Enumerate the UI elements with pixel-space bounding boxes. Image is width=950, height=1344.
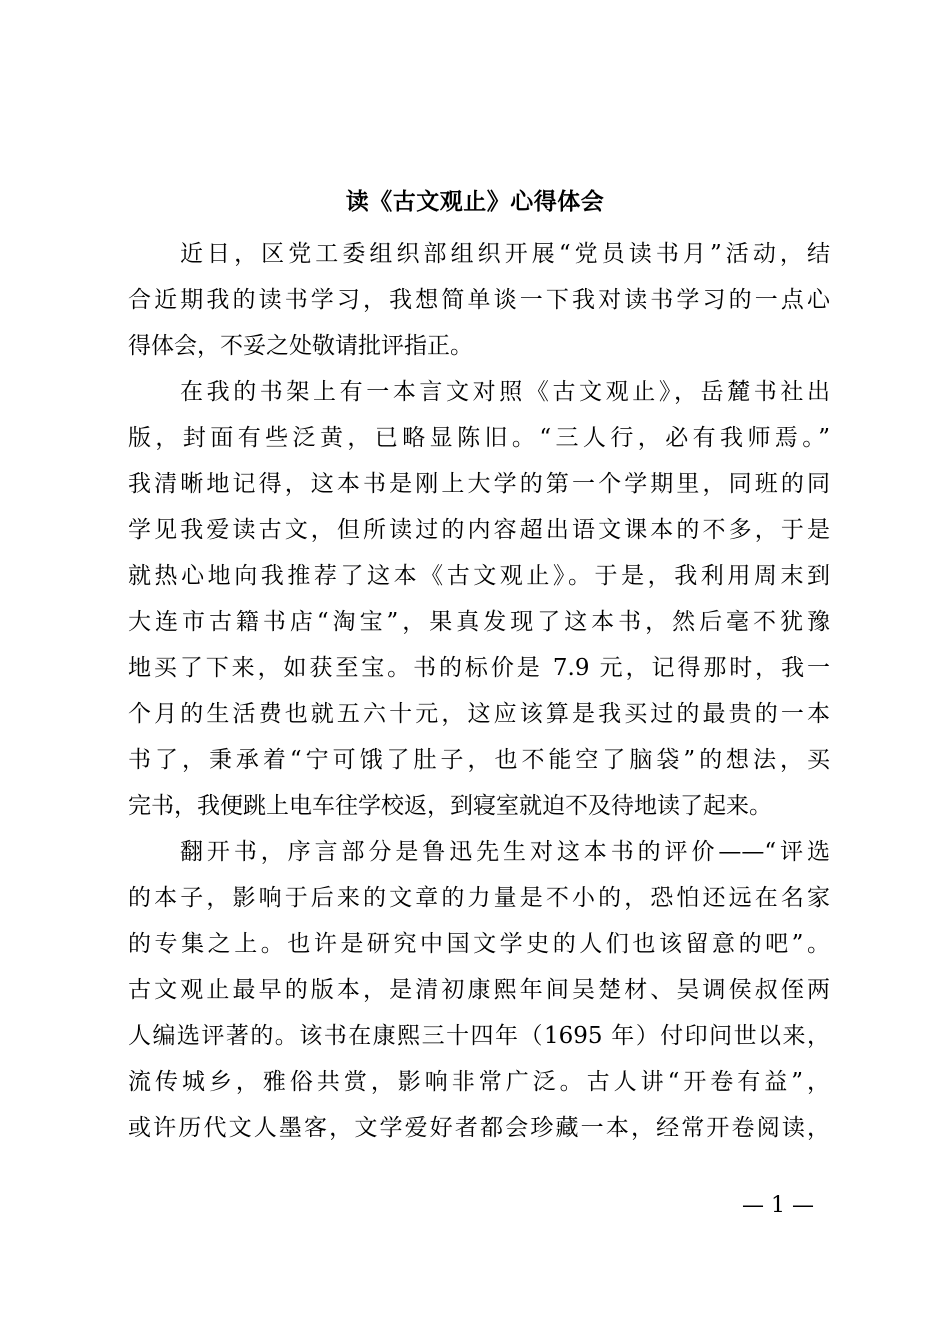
text-line: 就热心地向我推荐了这本《古文观止》。于是，我利用周末到 bbox=[128, 563, 830, 589]
document-title: 读《古文观止》心得体会 bbox=[345, 188, 605, 215]
text-line: 书了，秉承着“宁可饿了肚子，也不能空了脑袋”的想法，买 bbox=[128, 747, 830, 773]
text-line: 在我的书架上有一本言文对照《古文观止》，岳麓书社出 bbox=[180, 379, 830, 405]
text-line: 人编选评著的。该书在康熙三十四年（1695 年）付印问世以来， bbox=[128, 1023, 830, 1049]
text-line: 的本子，影响于后来的文章的力量是不小的，恐怕还远在名家 bbox=[128, 885, 830, 911]
text-line: 地买了下来，如获至宝。书的标价是 7.9 元，记得那时，我一 bbox=[128, 655, 830, 681]
text-line: 流传城乡，雅俗共赏，影响非常广泛。古人讲“开卷有益”， bbox=[128, 1069, 830, 1095]
text-line: 个月的生活费也就五六十元，这应该算是我买过的最贵的一本 bbox=[128, 701, 830, 727]
text-line: 翻开书，序言部分是鲁迅先生对这本书的评价——“评选 bbox=[180, 839, 830, 865]
text-line: 得体会，不妥之处敬请批评指正。 bbox=[128, 333, 473, 359]
page-number: — 1 — bbox=[742, 1193, 814, 1218]
text-line: 完书，我便跳上电车往学校返，到寝室就迫不及待地读了起来。 bbox=[128, 793, 772, 819]
text-line: 近日，区党工委组织部组织开展“党员读书月”活动，结 bbox=[180, 241, 830, 267]
text-line: 学见我爱读古文，但所读过的内容超出语文课本的不多，于是 bbox=[128, 517, 830, 543]
text-line: 我清晰地记得，这本书是刚上大学的第一个学期里，同班的同 bbox=[128, 471, 830, 497]
text-line: 古文观止最早的版本，是清初康熙年间吴楚材、吴调侯叔侄两 bbox=[128, 977, 830, 1003]
text-line: 版，封面有些泛黄，已略显陈旧。“三人行，必有我师焉。” bbox=[128, 425, 830, 451]
text-line: 合近期我的读书学习，我想简单谈一下我对读书学习的一点心 bbox=[128, 287, 830, 313]
text-line: 大连市古籍书店“淘宝”，果真发现了这本书，然后毫不犹豫 bbox=[128, 609, 830, 635]
text-line: 或许历代文人墨客，文学爱好者都会珍藏一本，经常开卷阅读， bbox=[128, 1115, 830, 1141]
text-line: 的专集之上。也许是研究中国文学史的人们也该留意的吧”。 bbox=[128, 931, 830, 957]
